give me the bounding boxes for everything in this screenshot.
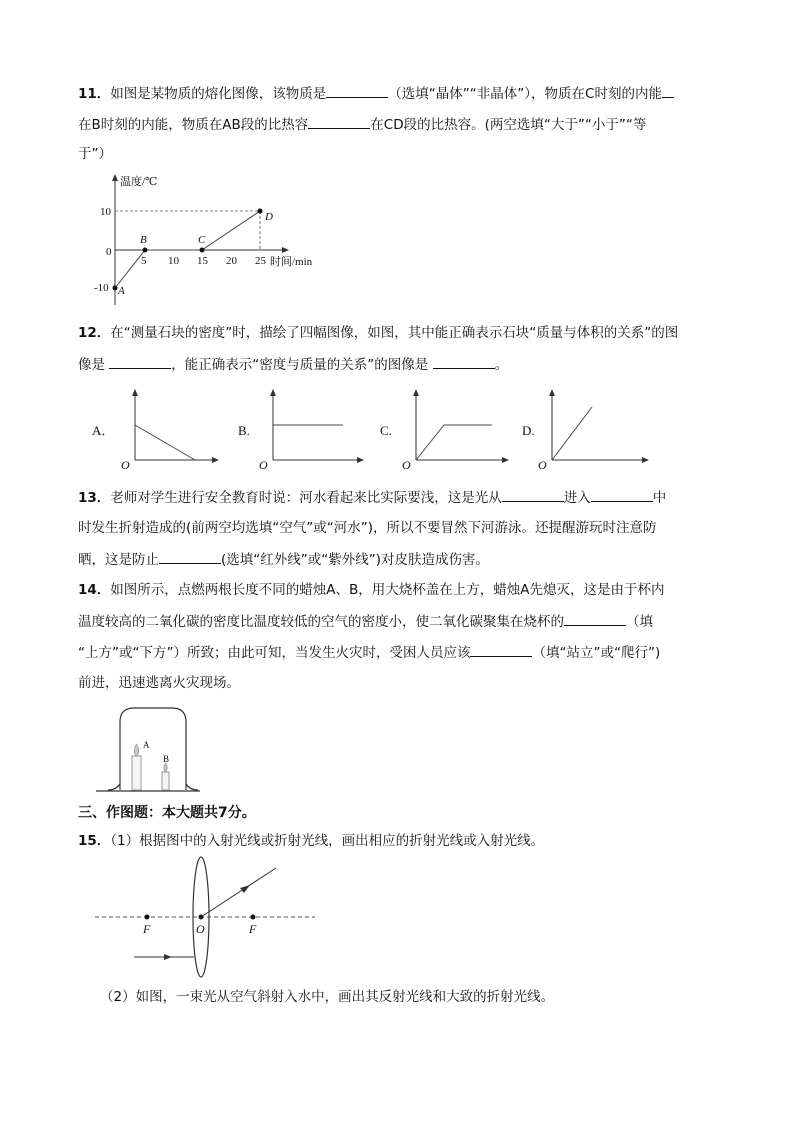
q12d-x-arrow <box>642 457 649 463</box>
q13-text-1c: 中 <box>652 490 667 506</box>
focus-left-point <box>145 915 150 920</box>
q15-line-1 <box>78 831 544 851</box>
q12-blank-1[interactable] <box>109 354 171 369</box>
q12-text-1: 在“测量石块的密度”时，描绘了四幅图像，如图，其中能正确表示石块“质量与体积的关系”的图 <box>110 325 679 341</box>
q12a-x-arrow <box>212 457 219 463</box>
q12c-line <box>416 425 492 460</box>
q12-line-1 <box>78 323 678 343</box>
q12-number: 12． <box>78 325 111 341</box>
q14-text-2b: （填 <box>626 614 653 630</box>
q14-text-1: 如图所示，点燃两根长度不同的蜡烛A、B，用大烧杯盖在上方，蜡烛A先熄灭，这是由于杯内 <box>110 582 665 598</box>
q11-text-1b: （选填“晶体”“非晶体”），物质在C时刻的内能 <box>388 86 662 102</box>
q12b-origin: O <box>259 458 268 472</box>
q11-line-3 <box>78 144 112 164</box>
q12-blank-2[interactable] <box>433 354 495 369</box>
q13-text-1a: 老师对学生进行安全教育时说：河水看起来比实际要浅，这是光从 <box>110 490 502 506</box>
graph-y-arrow <box>112 174 118 181</box>
q11-text-3: 于”） <box>78 146 112 162</box>
q13-text-3a: 晒，这是防止 <box>78 552 159 568</box>
graph-xtick-5: 5 <box>141 255 147 267</box>
q12a-line <box>135 425 195 460</box>
q11-blank-1[interactable] <box>326 83 388 98</box>
graph-point-c <box>200 248 205 253</box>
graph-label-a: A <box>118 285 125 297</box>
q12-text-2c: 。 <box>494 357 509 373</box>
q12c-y-arrow <box>413 389 419 396</box>
graph-xtick-25: 25 <box>255 255 266 267</box>
lens-figure <box>90 858 320 983</box>
q11-text-2b: 在CD段的比热容。(两空选填“大于”“小于”“等 <box>370 117 647 133</box>
q13-line-1 <box>78 487 666 508</box>
q12-text-2b: ，能正确表示“密度与质量的关系”的图像是 <box>171 357 429 373</box>
q13-line-3 <box>78 549 489 570</box>
q14-line-3 <box>78 642 660 663</box>
q12d-origin: O <box>538 458 547 472</box>
ray-arrow-upper <box>240 885 250 893</box>
label-optical-center: O <box>196 922 205 936</box>
graph-ylabel: 温度/℃ <box>120 176 158 188</box>
q12-option-a: A． <box>92 423 115 438</box>
graph-xlabel: 时间/min <box>270 256 313 268</box>
q14-text-2a: 温度较高的二氧化碳的密度比温度较低的空气的密度小，使二氧化碳聚集在烧杯的 <box>78 614 564 630</box>
candle-b <box>162 772 169 790</box>
graph-point-b <box>143 248 148 253</box>
q11-line-2 <box>78 114 646 135</box>
q13-number: 13． <box>78 490 111 506</box>
graph-xtick-20: 20 <box>226 255 237 267</box>
q12c-origin: O <box>402 458 411 472</box>
q13-text-1b: 进入 <box>563 490 591 506</box>
q15-text-p2: （2）如图，一束光从空气斜射入水中，画出其反射光线和大致的折射光线。 <box>100 989 555 1005</box>
q14-blank-2[interactable] <box>470 642 532 657</box>
q12d-y-arrow <box>549 389 555 396</box>
graph-ytick-10: 10 <box>100 206 111 218</box>
q12-option-d: D. <box>522 423 535 438</box>
q13-line-2 <box>78 518 657 538</box>
q11-blank-2[interactable] <box>662 83 674 98</box>
flame-a-icon <box>134 744 139 756</box>
q13-blank-1[interactable] <box>502 487 564 502</box>
candle-a <box>132 756 141 790</box>
q12-option-c: C. <box>380 423 392 438</box>
q12b-x-arrow <box>357 457 364 463</box>
graph-xtick-15: 15 <box>197 255 208 267</box>
q12a-y-arrow <box>132 389 138 396</box>
q13-text-3b: (选填“红外线”或“紫外线”)对皮肤造成伤害。 <box>221 552 490 568</box>
q12-graphs <box>90 385 660 475</box>
q11-number: 11． <box>78 86 111 102</box>
q12-option-b: B. <box>238 423 250 438</box>
beaker-lip-left <box>108 784 120 790</box>
q12-text-2a: 像是 <box>78 357 105 373</box>
q11-line-1 <box>78 83 674 104</box>
graph-label-c: C <box>198 234 206 246</box>
q15-line-2 <box>100 987 554 1007</box>
q11-text-1a: 如图是某物质的熔化图像，该物质是 <box>110 86 327 102</box>
graph-x-arrow <box>282 247 289 253</box>
q13-blank-3[interactable] <box>159 549 221 564</box>
q12d-line <box>552 407 592 460</box>
q15-number: 15． <box>78 833 111 849</box>
beaker <box>120 708 186 790</box>
beaker-lip-right <box>186 784 198 790</box>
q12a-origin: O <box>121 458 130 472</box>
flame-b-icon <box>164 763 168 772</box>
q14-text-3a: “上方”或“下方”）所致；由此可知，当发生火灾时，受困人员应该 <box>78 645 471 661</box>
q14-line-4 <box>78 673 240 693</box>
ray-arrow-lower <box>164 954 172 960</box>
melting-graph <box>80 170 340 310</box>
q12b-y-arrow <box>270 389 276 396</box>
q13-blank-2[interactable] <box>591 487 653 502</box>
q14-line-2 <box>78 611 653 632</box>
focus-right-point <box>251 915 256 920</box>
graph-xtick-10: 10 <box>168 255 179 267</box>
q14-blank-1[interactable] <box>564 611 626 626</box>
q13-text-2: 时发生折射造成的(前两空均选填“空气”或“河水”)，所以不要冒然下河游泳。还提醒游玩时注意防 <box>78 520 657 536</box>
candle-label-b: B <box>163 754 170 764</box>
q14-number: 14． <box>78 582 111 598</box>
q14-line-1 <box>78 580 665 600</box>
q15-text-p1: （1）根据图中的入射光线或折射光线，画出相应的折射光线或入射光线。 <box>110 833 545 849</box>
q12c-x-arrow <box>502 457 509 463</box>
label-focus-left: F <box>143 922 151 936</box>
graph-label-b: B <box>140 234 147 246</box>
q11-text-2a: 在B时刻的内能，物质在AB段的比热容 <box>78 117 309 133</box>
candle-beaker-figure <box>92 704 202 794</box>
q14-text-4: 前进，迅速逃离火灾现场。 <box>78 675 240 691</box>
candle-label-a: A <box>143 740 150 750</box>
graph-point-d <box>258 209 263 214</box>
section-3-heading: 三、作图题：本大题共7分。 <box>78 805 256 821</box>
graph-label-d: D <box>265 211 273 223</box>
q14-text-3b: （填“站立”或“爬行”) <box>532 645 661 661</box>
q12-line-2 <box>78 354 508 375</box>
graph-ytick-0: 0 <box>106 246 112 258</box>
label-focus-right: F <box>249 922 257 936</box>
q11-blank-3[interactable] <box>308 114 370 129</box>
graph-ytick-neg10: -10 <box>94 282 109 294</box>
graph-point-a <box>113 286 118 291</box>
refracted-ray <box>201 868 276 917</box>
